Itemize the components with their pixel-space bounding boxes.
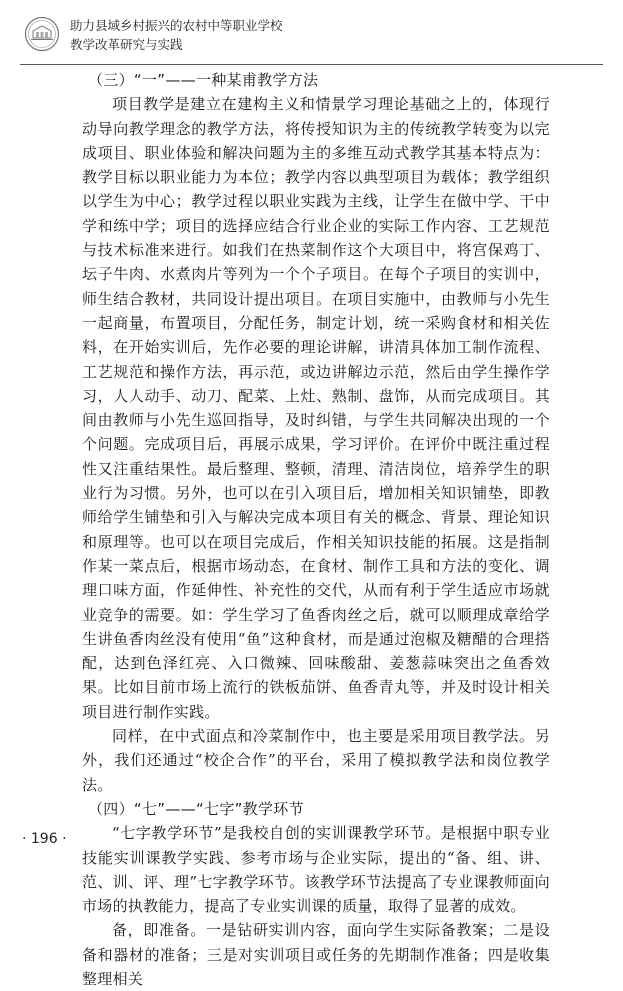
- book-title-line-2: 教学改革研究与实践: [70, 37, 183, 52]
- section-heading: （四）“七”——“七字”教学环节: [88, 799, 304, 818]
- page-header: [20, 14, 603, 58]
- school-logo-icon: [24, 16, 60, 52]
- book-title-line-1: 助力县域乡村振兴的农村中等职业学校: [70, 18, 283, 33]
- body-paragraph: 备，即准备。一是钻研实训内容，面向学生实际备教案；二是设备和器材的准备；三是对实训项目或任务的先期制作准备；四是收集整理相关: [82, 921, 550, 988]
- body-paragraph: 项目教学是建立在建构主义和情景学习理论基础之上的，体现行动导向教学理念的教学方法，将传授知识为主的传统教学转变为以完成项目、职业体验和解决问题为主的多维互动式教学其基本特点为：教学目标以职业能力为本位；教学内容以典型项目为载体；教学组织以学生为中心；教学过程以职业实践为主线，让学生在做中学、干中学和练中学；项目的选择应结合行业企业的实际工作内容、工艺规范与技术标准来进行。如我们在热菜制作这个大项目中，将宫保鸡丁、坛子牛肉、水煮肉片等列为一个个子项目。在每个子项目的实训中，师生结合教材，共同设计提出项目。在项目实施中，由教师与小先生一起商量，布置项目，分配任务，制定计划，统一采购食材和相关佐料，在开始实训后，先作必要的理论讲解，讲清具体加工制作流程、工艺规范和操作方法，再示范，或边讲解边示范，然后由学生操作学习，人人动手、动刀、配菜、上灶、熟制、盘饰，从而完成项目。其间由教师与小先生巡回指导，及时纠错，与学生共同解决出现的一个个问题。完成项目后，再展示成果，学习评价。在评价中既注重过程性又注重结果性。最后整理、整顿，清理、清洁岗位，培养学生的职业行为习惯。另外，也可以在引入项目后，增加相关知识铺垫，即教师给学生铺垫和引入与解决完成本项目有关的概念、背景、理论知识和原理等。也可以在项目完成后，作相关知识技能的拓展。这是指制作某一菜点后，根据市场动态，在食材、制作工具和方法的变化、调理口味方面，作延伸性、补充性的交代，从而有利于学生适应市场就业竞争的需要。如：学生学习了鱼香肉丝之后，就可以顺理成章给学生讲鱼香肉丝没有使用“鱼”这种食材，而是通过泡椒及糖醋的合理搭配，达到色泽红亮、入口微辣、回味酸甜、姜葱蒜味突出之鱼香效果。比如目前市场上流行的铁板茄饼、鱼香青丸等，并及时设计相关项目进行制作实践。: [82, 95, 550, 721]
- body-paragraph: “七字教学环节”是我校自创的实训课教学环节。是根据中职专业技能实训课教学实践、参考市场与企业实际，提出的“备、组、讲、范、训、评、理”七字教学环节。该教学环节法提高了专业课教师面向市场的执教能力，提高了专业实训课的质量，取得了显著的成效。: [82, 824, 550, 916]
- page-body: [82, 68, 550, 991]
- header-divider: [20, 64, 603, 65]
- book-title: [70, 16, 283, 54]
- page-number: · 196 ·: [22, 831, 67, 847]
- section-heading: （三）“一”——一种某甫教学方法: [88, 71, 319, 89]
- body-paragraph: 同样，在中式面点和冷菜制作中，也主要是采用项目教学法。另外，我们还通过“校企合作”的平台，采用了模拟教学法和岗位教学法。: [82, 727, 550, 794]
